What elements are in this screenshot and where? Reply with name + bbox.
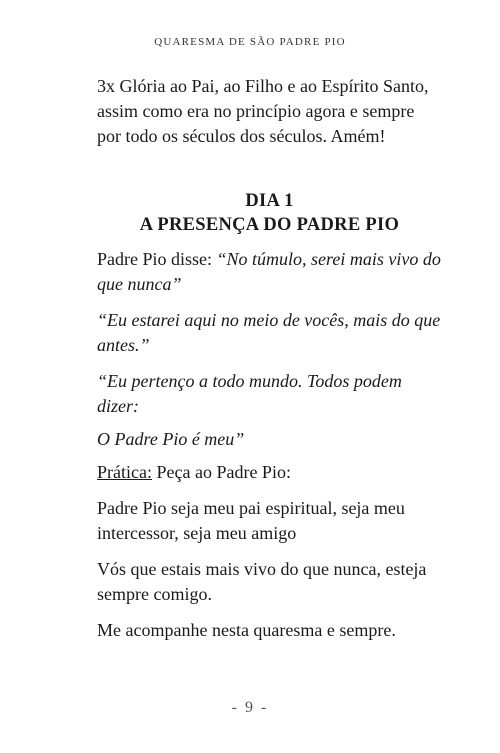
quote-3-line-1: “Eu pertenço a todo mundo. Todos podem dizer: <box>97 371 402 416</box>
prayer-paragraph-3: Me acompanhe nesta quaresma e sempre. <box>97 620 396 640</box>
day-title: A PRESENÇA DO PADRE PIO <box>139 215 400 235</box>
practice-label: Prática: <box>97 462 152 482</box>
quote-2: “Eu estarei aqui no meio de vocês, mais do que antes.” <box>97 310 441 355</box>
prayer-paragraph-1: Padre Pio seja meu pai espiritual, seja meu intercessor, seja meu amigo <box>97 498 405 543</box>
page-body <box>97 74 442 643</box>
practice-paragraph <box>97 460 442 485</box>
quote-paragraph-1 <box>97 247 442 297</box>
quote-3-line-2: O Padre Pio é meu” <box>97 429 245 449</box>
quote-paragraph-4 <box>97 427 442 452</box>
quote-1: “No túmulo, serei mais vivo do que nunca” <box>97 249 441 294</box>
running-header: QUARESMA DE SÃO PADRE PIO <box>154 36 346 48</box>
quote-paragraph-2 <box>97 308 442 358</box>
day-heading <box>97 189 442 237</box>
practice-text: Peça ao Padre Pio: <box>151 462 291 482</box>
quote-intro: Padre Pio disse: <box>97 249 217 269</box>
intro-prayer: 3x Glória ao Pai, ao Filho e ao Espírito Santo, assim como era no princípio agora e sempre por todo os séculos dos séculos. Amém! <box>97 76 429 146</box>
quote-paragraph-3 <box>97 369 442 419</box>
prayer-paragraph-2: Vós que estais mais vivo do que nunca, esteja sempre comigo. <box>97 559 427 604</box>
page-number: - 9 - <box>231 699 269 716</box>
day-number: DIA 1 <box>245 191 294 211</box>
